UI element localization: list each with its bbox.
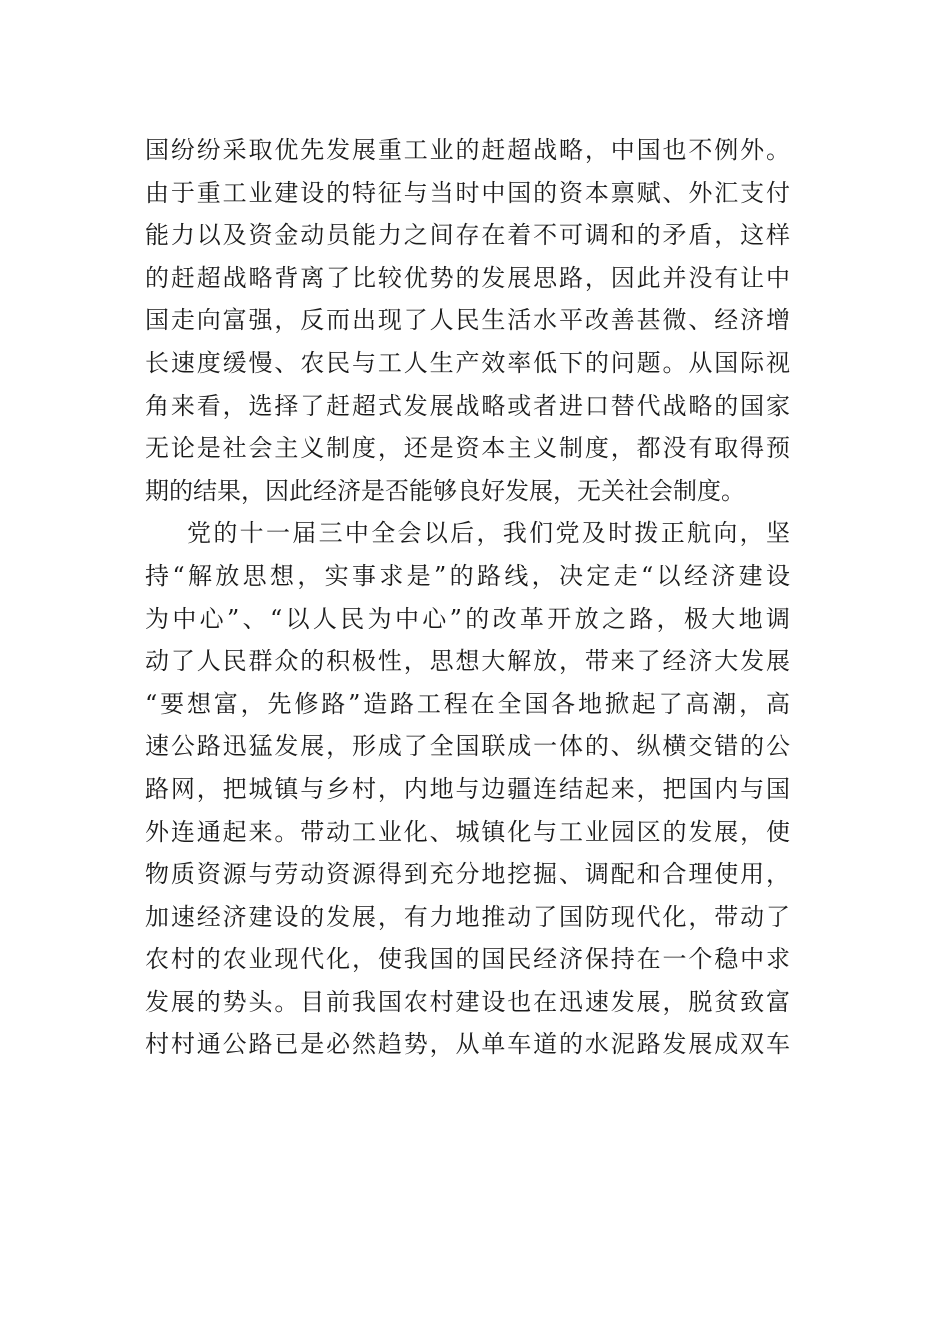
text-line: 加速经济建设的发展，有力地推动了国防现代化，带动了 <box>145 902 790 931</box>
text-line: 的赶超战略背离了比较优势的发展思路，因此并没有让中 <box>145 263 790 292</box>
text-line: “要想富，先修路”造路工程在全国各地掀起了高潮，高 <box>145 689 790 718</box>
text-line: 为中心”、“以人民为中心”的改革开放之路，极大地调 <box>145 604 790 633</box>
text-line: 国纷纷采取优先发展重工业的赶超战略，中国也不例外。 <box>145 136 790 164</box>
body-text <box>145 129 790 1066</box>
text-line: 发展的势头。目前我国农村建设也在迅速发展，脱贫致富 <box>145 987 790 1016</box>
text-line: 村村通公路已是必然趋势，从单车道的水泥路发展成双车 <box>145 1030 790 1059</box>
text-line: 外连通起来。带动工业化、城镇化与工业园区的发展，使 <box>145 817 790 846</box>
text-line: 农村的农业现代化，使我国的国民经济保持在一个稳中求 <box>145 945 790 974</box>
text-line: 由于重工业建设的特征与当时中国的资本禀赋、外汇支付 <box>145 178 790 207</box>
text-line: 国走向富强，反而出现了人民生活水平改善甚微、经济增 <box>145 306 790 335</box>
paragraph-first-line: 党的十一届三中全会以后，我们党及时拨正航向，坚 <box>187 519 790 548</box>
text-line: 无论是社会主义制度，还是资本主义制度，都没有取得预 <box>145 434 790 463</box>
text-line: 速公路迅猛发展，形成了全国联成一体的、纵横交错的公 <box>145 732 790 761</box>
text-line: 长速度缓慢、农民与工人生产效率低下的问题。从国际视 <box>145 348 790 377</box>
text-line: 角来看，选择了赶超式发展战略或者进口替代战略的国家 <box>145 391 790 420</box>
text-line: 持“解放思想，实事求是”的路线，决定走“以经济建设 <box>145 561 790 590</box>
text-line: 动了人民群众的积极性，思想大解放，带来了经济大发展 <box>145 647 790 676</box>
text-line: 期的结果，因此经济是否能够良好发展，无关社会制度。 <box>145 476 745 505</box>
text-line: 能力以及资金动员能力之间存在着不可调和的矛盾，这样 <box>145 221 790 250</box>
text-line: 物质资源与劳动资源得到充分地挖掘、调配和合理使用， <box>145 860 790 889</box>
text-line: 路网，把城镇与乡村，内地与边疆连结起来，把国内与国 <box>145 774 790 803</box>
